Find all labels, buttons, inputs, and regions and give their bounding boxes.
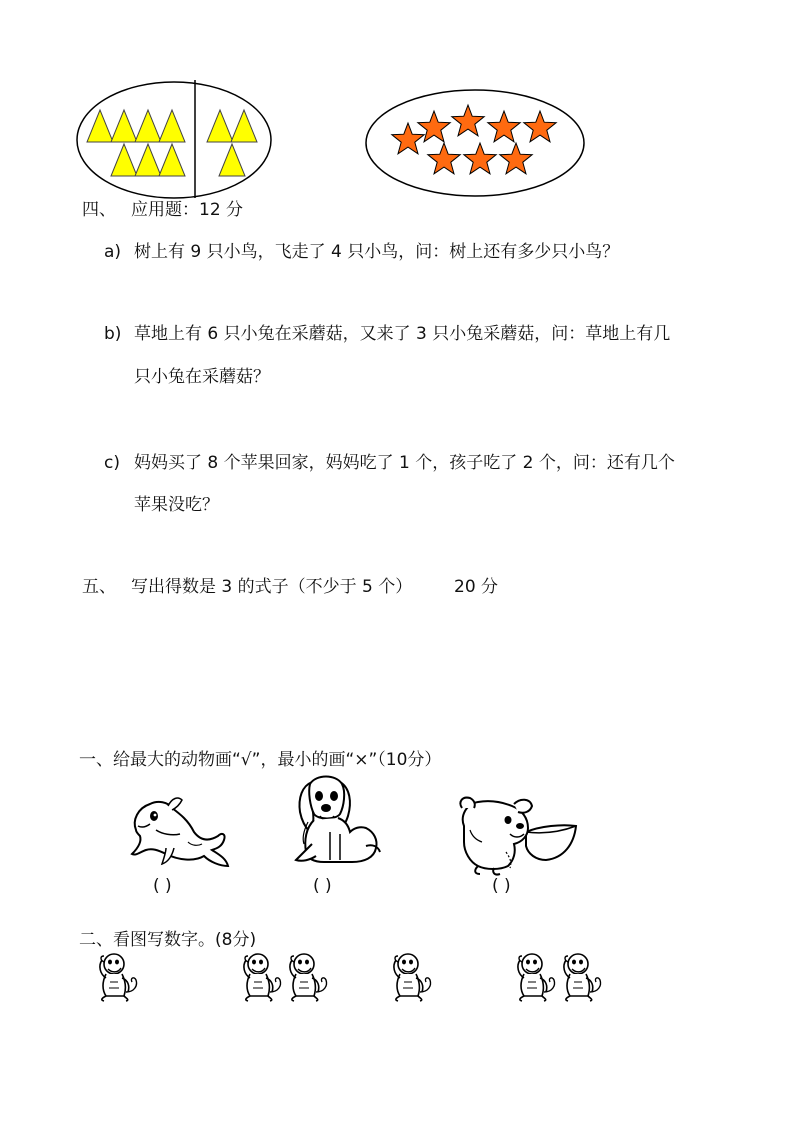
puppy-answer-paren[interactable]: ( ) — [492, 876, 511, 896]
section5-title: 写出得数是 3 的式子（不少于 5 个） — [131, 577, 413, 597]
problem-b-text-line1: 草地上有 6 只小兔在采蘑菇，又来了 3 只小兔采蘑菇，问：草地上有几 — [134, 324, 671, 344]
monkey-groups — [94, 952, 654, 1008]
problem-c-text-line1: 妈妈买了 8 个苹果回家，妈妈吃了 1 个，孩子吃了 2 个，问：还有几个 — [134, 453, 675, 473]
section5-number: 五、 — [82, 577, 116, 597]
problem-c-text-line2: 苹果没吃？ — [134, 495, 219, 515]
dolphin-answer-paren[interactable]: ( ) — [153, 876, 172, 896]
monkey-icon — [388, 952, 436, 1004]
part2-title: 二、看图写数字。(8分) — [79, 930, 257, 950]
monkey-icon — [558, 952, 606, 1004]
monkey-icon — [238, 952, 286, 1004]
monkey-icon — [512, 952, 560, 1004]
problem-b-label: b) — [104, 324, 122, 344]
problem-b-text-line2: 只小兔在采蘑菇？ — [134, 367, 270, 387]
section4-title: 应用题：12 分 — [131, 200, 244, 220]
monkey-icon — [284, 952, 332, 1004]
section5-score: 20 分 — [454, 577, 499, 597]
part1-title: 一、给最大的动物画“√”，最小的画“×”（10分） — [79, 750, 442, 770]
section4-number: 四、 — [82, 200, 116, 220]
dog-icon — [290, 772, 384, 868]
problem-a-text: 树上有 9 只小鸟，飞走了 4 只小鸟，问：树上还有多少只小鸟？ — [134, 242, 620, 262]
problem-a-label: a) — [104, 242, 122, 262]
dolphin-icon — [128, 796, 232, 874]
problem-c-label: c) — [104, 453, 120, 473]
star-oval — [366, 90, 584, 196]
triangle-group-figure — [74, 80, 274, 200]
puppy-bowl-icon — [456, 796, 580, 876]
monkey-icon — [94, 952, 142, 1004]
dog-answer-paren[interactable]: ( ) — [313, 876, 332, 896]
star-group-figure — [364, 88, 586, 198]
